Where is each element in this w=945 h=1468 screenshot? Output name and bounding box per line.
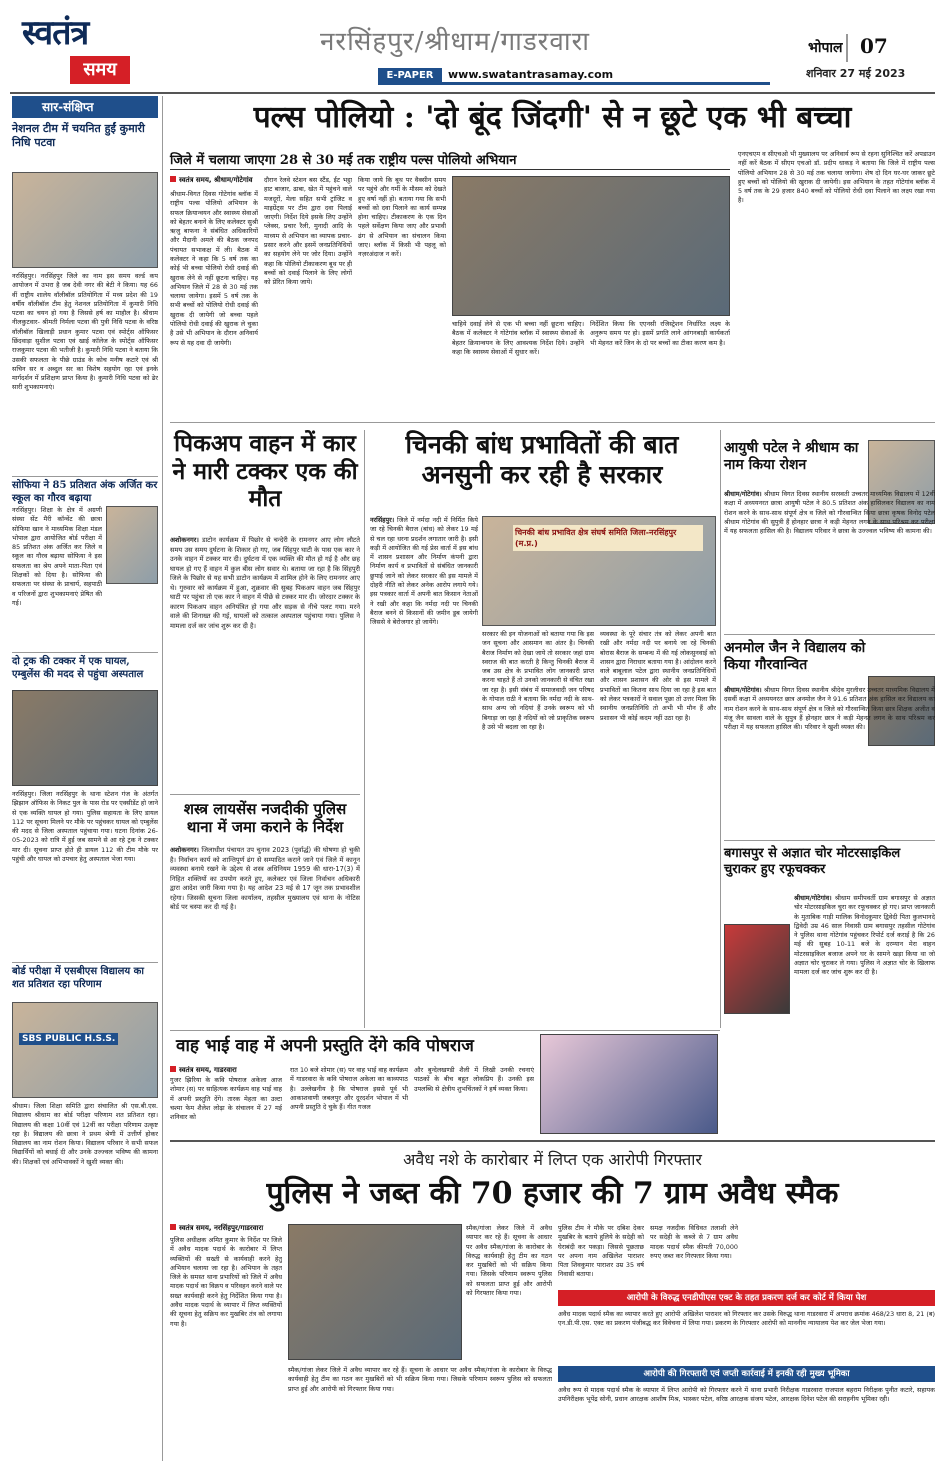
poet-photo	[540, 1034, 718, 1134]
bike-byline: श्रीधाम/गोटेगांव।	[794, 894, 832, 902]
chinki-headline: चिनकी बांध प्रभावितों की बात अनसुनी कर रही है सरकार	[405, 430, 679, 489]
epaper-tag: E-PAPER	[378, 68, 442, 84]
poet-byline: स्वतंत्र समय, गाडरवारा	[170, 1066, 280, 1075]
sidebar-story-headline: दो ट्रक की टक्कर में एक घायल, एम्बुलेंस की मदद से पहुंचा अस्पताल	[12, 656, 144, 680]
polio-column-5: निर्देशित किया कि एएनसी रजिस्ट्रेशन निर्धारित लक्ष्य के अनुरूप समय पर हो। इसमें प्रगति लाने आंगनबाड़ी कार्यकर्ता भी मेहनत करें जिन के दो पर बच्चों का टीका करण कम है।	[590, 320, 730, 347]
section-rule	[724, 840, 935, 841]
sidebar-divider	[162, 96, 163, 1461]
section-rule	[724, 634, 935, 635]
school-sign: SBS PUBLIC H.S.S.	[19, 1033, 118, 1045]
city-name: भोपाल	[808, 40, 843, 56]
license-body: अशोकनगर। जिलाधीश पंचायत उप चुनाव 2023 (पूर्वार्द्ध) की घोषणा हो चुकी है। निर्वाचन कार्य को शान्तिपूर्ण ढंग से सम्पादित कराने जाने एवं जिले में कानून व्यवस्था बनाये रखने के उद्देश्य से शस्त्र अधिनियम 1959 की धारा-17(3) में निहित शक्तियों का उपयोग करते हुए, कलेक्टर एवं जिला निर्वाचन अधिकारी द्वारा आदेश जारी किया गया है। यह आदेश 23 मई से 17 जून तक प्रभावशील रहेगा। जिसकी सूचना जिला कार्यालय, तहसील मुख्यालय एवं थाना के नोटिस बोर्ड पर चस्पा कर दी गई है।	[170, 846, 360, 912]
sidebar-separator	[12, 962, 158, 963]
pickup-headline: पिकअप वाहन में कार ने मारी टक्कर एक की मौत	[172, 430, 358, 513]
polio-column-2: दौरान रेलवे स्टेशन बस स्टैंड, ईंट भट्ठा हाट बाजार, ढाबा, खेत में पहुंचने वाले मजदूरों, मेला सहित सभी ट्रांजिट व माइग्रेंट्स पर टीम द्वारा दवा पिलाई जाएगी। निर्देश दिये इसके लिए उन्होंने प्लेक्स, प्रचार रैली, मुनादी आदि के माध्यम से अभियान का व्यापक प्रचार-प्रसार करने और इसमें जनप्रतिनिधियों का सहयोग लेने पर जोर दिया। उन्होंने कहा कि पोलियो टीकाकरण बूथ पर ही बच्चों को दवाई पिलाने के लिए लोगों को प्रेरित किया जाये।	[264, 176, 352, 287]
pickup-body: अशोकनगर। डाटोन कार्यक्रम में पिछोर से चन्देरी के रामनगर आए लोग लौटते समय उस समय दुर्घटना के शिकार हो गए, जब सिंहपुर घाटी के पास एक कार ने उनके वाहन में टक्कर मार दी। दुर्घटना में एक व्यक्ति की मौत हो गई है और छह घायल हो गए हैं वाहन में कुल बीस लोग सवार थे। बताया जा रहा है कि सिंहपुरी जिले के पिछोर से यह सभी डाटोन कार्यक्रम में शामिल होने के लिए रामनगर आए थे। गुरुवार को कार्यक्रम में हुआ, शुक्रवार की सुबह पिकअप वाहन जब सिंहपुर घाटी पर पहुंचा तो एक कार ने वाहन में पीछे से टक्कर मार दी। जोरदार टक्कर के कारण पिकअप वाहन अनियंत्रित हो गया और सड़क से नीचे पलट गया। मरने वाले की शिनाख्त की गई, घायलों को तत्काल अस्पताल पहुंचाया गया। पुलिस ने मामला दर्ज कर जांच शुरू कर दी है।	[170, 536, 360, 630]
column-divider	[364, 430, 365, 1028]
aayushi-body: श्रीधाम/गोटेगांव। श्रीधाम विगत दिवस स्थानीय सरस्वती उच्चतर माध्यमिक विद्यालय में 12वीं कक्षा में अध्ययनरत छात्रा आयुषी पटेल ने 80.5 प्रतिशत अंक हासिलकर विद्यालय का नाम रोशन करने के साथ-साथ संपूर्ण क्षेत्र व जिले को गौरवान्वित किया छात्रा कृषक विनोद पटेल श्रीधाम गोटेगांव की सुपुत्री हैं होनहार छात्रा ने कड़ी मेहनत लगन के साथ परिश्रम कर परीक्षा में यह सफलता हासिल की है। विद्यालय परिवार ने छात्रा के उज्ज्वल भविष्य की कामना की।	[724, 490, 935, 536]
smack-column-2: स्मैक/गांजा लेकर जिले में अवैध व्यापार कर रहे हैं। सूचना के आधार पर अवैध स्मैक/गांजा के कारोबार के विरुद्ध कार्यवाही हेतु टीम का गठन कर मुखबिरों को भी सक्रिय किया गया। जिसके परिणाम स्वरूप पुलिस को सफलता प्राप्त हुई और आरोपी को गिरफ्तार किया गया।	[466, 1224, 552, 1297]
masthead-divider	[846, 34, 848, 62]
smack-red-banner: आरोपी के विरुद्ध एनडीपीएस एक्ट के तहत प्रकरण दर्ज कर कोर्ट में किया पेश	[558, 1290, 935, 1306]
smack-column-1: पुलिस अधीक्षक अमित कुमार के निर्देश पर जिले में अवैध मादक पदार्थ के कारोबार में लिप्त व्यक्तियों की सख्ती से कार्यवाही करने हेतु अभियान चलाया जा रहा है। अभियान के तहत जिले के समस्त थाना प्रभारियों को जिले में अवैध मादक पदार्थ का विक्रय व परिवहन करने वाले पर सख्त कार्यवाही करने हेतु निर्देशित किया गया है। अवैध मादक पदार्थ के व्यापार में लिप्त व्यक्तियों की सूचना हेतु सक्रिय कर मुखबिर तंत्र को लगाया गया है।	[170, 1236, 282, 1328]
page-number: 07	[860, 34, 888, 58]
chinki-press-photo	[482, 516, 716, 626]
epaper-bar	[378, 82, 770, 85]
issue-date: शनिवार 27 मई 2023	[806, 67, 906, 80]
license-byline: अशोकनगर।	[170, 846, 199, 854]
aayushi-headline: आयुषी पटेल ने श्रीधाम का नाम किया रोशन	[724, 440, 859, 473]
section-rule	[170, 422, 935, 423]
chinki-column-2: सरकार की इन योजनाओं को बताया गया कि इस जन सूचना और आसमान का अंतर है। चिनकी बैराज निर्माण को देखा जाये तो सरकार जहां ग्राम स्वराज की बात करती है किन्तु चिनकी बैराज में जब उस क्षेत्र के प्रभावित लोग जानकारी प्राप्त करना चाहते हैं तो उनको जानकारी से वंचित रखा जा रहा है। इसी संबंध में समाजवादी जन परिषद के गोपाल राठी ने बताया कि नर्मदा नदी के साथ-साथ अन्य जो नदियां हैं उनके स्वरूप को भी बिगाड़ा जा रहा है नदियों को जो प्राकृतिक स्वरूप है उसे भी बदला जा रहा है।	[482, 630, 594, 731]
smack-arrest-photo	[288, 1224, 462, 1360]
sidebar-title: सार-संक्षिप्त	[12, 96, 158, 118]
smack-column-3: पुलिस टीम ने मौके पर दबिश देकर मुखबिर के बताये हुलिये के सदेही को घेराबंदी कर पकड़ा। जिससे पूछताछ पर अपना नाम अखिलेश पाराशर पिता शिवकुमार पाराशर उम्र 35 वर्ष निवासी बताया।	[558, 1224, 644, 1279]
logo-wordmark: स्वतंत्र	[22, 13, 89, 53]
polio-column-1: श्रीधाम-विगत दिवस गोटेगांव ब्लॉक में राष्ट्रीय पल्स पोलियो अभियान के सफल क्रियान्वयन और स्वास्थ्य सेवाओं को बेहतर बनाने के लिए कलेक्टर सुश्री ऋजु बाफना ने संबंधित अधिकारियों और मैदानी अमले की बैठक जनपद पंचायत सभाकक्ष में ली। बैठक में कलेक्टर ने कहा कि 5 वर्ष तक का कोई भी बच्चा पोलियो रोधी दवाई की खुराक लेने से नहीं छूटना चाहिए। यह अभियान जिले में 28 से 30 मई तक चलाया जायेगा। इसमें 5 वर्ष तक के सभी बच्चों को पोलियो रोधी दवाई की खुराक दी जायेगी जो बच्चा पहले पोलियो रोधी दवाई की खुराक ले चुका है उसे भी अभियान के दौरान अनिवार्य रूप से यह दवा दी जायेगी।	[170, 190, 258, 347]
chinki-column-1: नरसिंहपुर। जिले में नर्मदा नदी में निर्मित किये जा रहे चिनकी बैराज (बांध) को लेकर 19 मई से चल रहा धरना प्रदर्शन लगातार जारी है। इसी कड़ी में आयोजित की गई प्रेस वार्ता में इस बांध में शासन प्रशासन और निर्माण कंपनी द्वारा निर्माण कार्य व प्रभावितों से संबंधित जानकारी छुपाई जाने को लेकर सरकार की इस मामले में दोहरी नीति को लेकर अनेक आरोप लगाये गये। इस पत्रकार वार्ता में अपनी बात किसान नेताओं ने रखी और कहा कि नर्मदा नदी पर चिनकी बैराज बनने से किसानों की जमीन डूब जायेगी जिससे वे बेरोजगार हो जायेंगे।	[370, 516, 478, 627]
logo-badge: समय	[70, 56, 130, 84]
smack-byline: स्वतंत्र समय, नरसिंहपुर/गाडरवारा	[170, 1224, 370, 1233]
smack-headline: पुलिस ने जब्त की 70 हजार की 7 ग्राम अवैध स्मैक	[266, 1176, 839, 1211]
polio-column-6: एनएचएम व सीएचओ भी मुख्यालय पर अनिवार्य रूप से रहना सुनिश्चित करें अपडाउन नहीं करें बैठक में सीएम एचओ डॉ. प्रदीप धाकड़ ने बताया कि जिले में राष्ट्रीय पल्स पोलियो अभियान 28 से 30 मई तक चलाया जायेगा। शेष दो दिन घर-घर जाकर छूटे हुए बच्चों को पोलियो की खुराक दी जायेगी। इस अभियान के तहत गोटेगांव ब्लॉक में 5 वर्ष तक के 29 हजार 840 बच्चों को पोलियो रोधी दवा पिलाने का लक्ष्य रखा गया है।	[738, 150, 935, 205]
column-divider	[720, 430, 721, 1028]
polio-column-3: किया जाये कि बूथ पर वैक्सीन समय पर पहुंचे और गर्मी के मौसम को देखते हुए वर्षा नहीं हो। बताया गया कि सभी बच्चों को दवा पिलाने का कार्य सम्पन्न होना चाहिए। टीकाकरण के एक दिन पहले सर्वेक्षण किया जाए और प्रभावी ढंग से अभियान का संचालन किया जाए। ब्लॉक में किसी भी पहलू को नज़रअंदाज न करें।	[358, 176, 446, 259]
smack-kicker: अवैध नशे के कारोबार में लिप्त एक आरोपी गिरफ्तार	[403, 1150, 702, 1169]
smack-continued: स्मैक/गांजा लेकर जिले में अवैध व्यापार कर रहे हैं। सूचना के आधार पर अवैध स्मैक/गांजा के कारोबार के विरुद्ध कार्यवाही हेतु टीम का गठन कर मुखबिरों को भी सक्रिय किया गया। जिसके परिणाम स्वरूप पुलिस को सफलता प्राप्त हुई और आरोपी को गिरफ्तार किया गया।	[288, 1366, 552, 1393]
bike-body: श्रीधाम/गोटेगांव। श्रीधाम समीपवर्ती ग्राम बगासपुर से अज्ञात चोर मोटरसाइकिल चुरा कर रफूचक्कर हो गए। प्राप्त जानकारी के मुताबिक गाड़ी मालिक विनोदकुमार द्विवेदी पिता कुलभानदे द्विवेदी उम्र 46 साल निवासी ग्राम बगासपुर तहसील गोटेगांव ने पुलिस थाना गोटेगांव पहुंचकर रिपोर्ट दर्ज कराई है कि 26 मई की सुबह 10-11 बजे के दरम्यान मेरा वाहन मोटरसाइकिल बजाज अपने घर के सामने खड़ा किया था जो अज्ञात चोर चुराकर ले गया। पुलिस ने अज्ञात चोर के खिलाफ मामला दर्ज कर जांच शुरू कर दी है।	[794, 894, 935, 977]
sidebar-story-body: नरसिंहपुर। नरसिंहपुर जिले का नाम इस समय वर्ल्ड कप आयोजन में उभरा है जब देवी नगर की बेटी ने किया। यह 66 वीं राष्ट्रीय शालेय वॉलीबॉल प्रतियोगिता में मध्य प्रदेश की 19 वर्षीय वॉलीबॉल टीम हेतु नेशनल प्रतियोगिता में कुमारी निधि पटवा का चयन हो गया है जिससे हर्ष का माहौल है। श्रीधाम नीलकुटवार- श्रीमती निर्मला पटवा की पुत्री निधि पटवा के वरिष्ठ वॉलीबॉल खिलाड़ी प्रधान कुमार पटवा एवं स्पोर्ट्स ऑफिसर छिंदवाड़ा सुशील पटवा एवं खाई कॉलेज के स्पोर्ट्स ऑफिसर राजकुमार पटवा की भतीजी है। कुमारी निधि पटवा ने बताया कि उसकी सफलता के पीछे ग्राउंड के कोच मनीष कटारे एवं श्री सचिन सर व अब्दुल सर का विशेष सहयोग रहा एवं इनके मार्गदर्शन में प्रशिक्षण प्राप्त किया है। कुमारी निधि पटवा को ढेर सारी शुभकामनाएं।	[12, 272, 158, 392]
chinki-column-3: व्यवस्था के पूरे संचार तंत्र को लेकर अपनी बात रखी और नर्मदा नदी पर बनाये जा रहे चिनकी बोरास बैराज के सम्बन्ध में की गई लोकसुनवाई को शासन द्वारा निराधार बताया गया है। आंदोलन करने वाले बाबूलाल पटेल द्वारा स्थानीय जनप्रतिनिधियों और शासन प्रशासन की ओर से इस मामले में प्रभावितों का कितना साथ दिया जा रहा है इस बात को लेकर पत्रकारों ने सवाल पूछा तो उत्तर मिला कि स्थानीय जनप्रतिनिधि तो अभी भी मौन हैं और प्रशासन भी कोई कदम नहीं उठा रहा है।	[600, 630, 716, 722]
sidebar-school-photo	[12, 1002, 158, 1098]
section-rule	[170, 1030, 720, 1031]
section-rule	[170, 794, 360, 795]
sidebar-story-photo	[12, 690, 158, 786]
sidebar-separator	[12, 652, 158, 653]
sidebar-story-photo	[12, 172, 158, 268]
smack-column-3b: समक्ष नजदीक विधिवत तलाशी लेने पर सदेही के कब्जे से 7 ग्राम अवैध मादक पदार्थ स्मैक कीमती 70,000 रुपए जब्त कर गिरफ्तार किया गया।	[650, 1224, 738, 1260]
smack-blue-banner: आरोपी की गिरफ्तारी एवं जप्ती कार्रवाई में इनकी रही मुख्य भूमिका	[558, 1366, 935, 1382]
chinki-byline: नरसिंहपुर।	[370, 516, 395, 524]
sidebar-story-body: नरसिंहपुर। जिला नरसिंहपुर के थाना स्टेशन गंज के अंतर्गत झिझान ऑफिस के निकट पुल के पास रोड पर एक्सीडेंट हो जाने से एक व्यक्ति घायल हो गया। पुलिस सहायता के लिए डायल 112 पर सूचना मिलने पर मौके पर पहुंचकर घायल को एम्बुलेंस की मदद से जिला अस्पताल पहुंचाया गया। घटना दिनांक 26-05-2023 को रात्रि में हुई जब सामने से आ रहे ट्रक ने टक्कर मार दी। सूचना प्राप्त होते ही डायल 112 की टीम मौके पर पहुंची और घायल को उपचार हेतु अस्पताल भेजा गया।	[12, 790, 158, 863]
polio-headline: पल्स पोलियो : 'दो बूंद जिंदगी' से न छूटे एक भी बच्चा	[253, 100, 852, 135]
chinki-banner: चिनकी बांध प्रभावित क्षेत्र संघर्ष समिति जिला-नरसिंहपुर (म.प्र.)	[513, 525, 703, 551]
poet-column-1: गुजर झिरिया के कवि पोषराज अकेला आज शोमार (स) पर साहित्यक कार्यक्रम वाह भाई वाह में अपनी प्रस्तुति देंगे। तारक मेहता का उल्टा चश्मा फेम शैलेश लोढ़ा के संचालन में 27 मई शनिवार को	[170, 1076, 282, 1122]
anmol-headline: अनमोल जैन ने विद्यालय को किया गौरवान्वित	[724, 640, 866, 673]
sidebar-story-body: श्रीधाम। जिला शिक्षा समिति द्वारा संचालित श्री एस.बी.एस. विद्यालय श्रीधाम का बोर्ड परीक्षा परिणाम शत प्रतिशत रहा। विद्यालय की कक्षा 10वीं एवं 12वीं का परीक्षा परिणाम उत्कृष्ट रहा है। विद्यालय की छात्रा ने प्रथम श्रेणी में उत्तीर्ण होकर विद्यालय का नाम रोशन किया। विद्यालय परिवार ने सभी सफल विद्यार्थियों को बधाई दी और उनके उज्ज्वल भविष्य की कामना की। शिक्षकों एवं अभिभावकों ने खुशी व्यक्त की।	[12, 1102, 158, 1166]
section-rule	[170, 1140, 935, 1142]
smack-red-body: अवैध मादक पदार्थ स्मैक का व्यापार करते हुए आरोपी अखिलेश पाराशर को गिरफ्तार कर उसके विरुद्ध थाना गाडरवारा में अपराध क्रमांक 468/23 धारा 8, 21 (ब) एन.डी.पी.एस. एक्ट का प्रकरण पंजीबद्ध कर विवेचना में लिया गया। प्रकरण के गिरफ्तार आरोपी को माननीय न्यायालय पेश कर जेल भेजा गया।	[558, 1310, 935, 1328]
sidebar-story-photo	[106, 506, 158, 584]
aayushi-byline: श्रीधाम/गोटेगांव।	[724, 490, 762, 498]
anmol-body: श्रीधाम/गोटेगांव। श्रीधाम विगत दिवस स्थानीय श्रीदेव मुरलीधर उच्चतर माध्यमिक विद्यालय में दसवीं कक्षा में अध्ययनरत छात्र अनमोल जैन ने 91.6 प्रतिशत अंक हासिल कर विद्यालय का नाम रोशन करने के साथ-साथ संपूर्ण क्षेत्र व जिले को गौरवान्वित किया छात्र शिक्षक अजीत व मंजू जैन सावला वाले के सुपुत्र हैं होनहार छात्र ने कड़ी मेहनत लगन के साथ परिश्रम कर परीक्षा में यह सफलता हासिल की। परिवार ने खुशी व्यक्त की।	[724, 686, 935, 732]
anmol-byline: श्रीधाम/गोटेगांव।	[724, 686, 762, 694]
edition-title: नरसिंहपुर/श्रीधाम/गाडरवारा	[320, 27, 590, 57]
poet-column-2: रात 10 बजे शोमार (स) पर वाह भाई वाह कार्यक्रम में गाडरवारा के कवि पोषराज अकेला का काव्यपाठ है। उल्लेखनीय है कि पोषराज इससे पूर्व भी आकाशवाणी जबलपुर और दूरदर्शन भोपाल में भी अपनी प्रस्तुति दे चुके हैं। गीत गजल	[290, 1066, 408, 1112]
sidebar-story-headline: नेशनल टीम में चयनित हुईं कुमारी निधि पटवा	[12, 122, 145, 149]
sidebar-separator	[12, 476, 158, 477]
sidebar-story-body: नरसिंहपुर। शिक्षा के क्षेत्र में अग्रणी संस्था सेंट मैरी कॉन्वेंट की छात्रा सोफिया खान ने माध्यमिक शिक्षा मंडल भोपाल द्वारा आयोजित बोर्ड परीक्षा में 85 प्रतिशत अंक अर्जित कर जिले व स्कूल का गौरव बढ़ाया सोफिया ने इस सफलता का श्रेय अपने माता-पिता एवं शिक्षकों को दिया है। सोफिया की सफलता पर संस्था के प्राचार्य, सहपाठी व परिजनों द्वारा शुभकामनाएं प्रेषित की गई।	[12, 506, 102, 607]
website-link[interactable]: www.swatantrasamay.com	[448, 68, 614, 81]
polio-meeting-photo	[452, 176, 730, 316]
sidebar-story-headline: बोर्ड परीक्षा में एसबीएस विद्यालय का शत प्रतिशत रहा परिणाम	[12, 966, 144, 990]
polio-byline: स्वतंत्र समय, श्रीधाम/गोटेगांव	[170, 176, 270, 185]
smack-blue-body: अवैध रूप से मादक पदार्थ स्मैक के व्यापार में लिप्त आरोपी को गिरफ्तार करने में थाना प्रभारी निरीक्षक गाडरवारा राजपाल बहराम निरीक्षक पुनीत कटारे, सहायक उपनिरीक्षक भूपेंद्र सोनी, प्रधान आरक्षक आशीष मिश्र, भास्कर पटेल, वरिष्ठ आरक्षक संजय पटेल, आरक्षक दिनेश पटेल की सराहनीय भूमिका रही।	[558, 1386, 935, 1404]
polio-subhead: जिले में चलाया जाएगा 28 से 30 मई तक राष्ट्रीय पल्स पोलियो अभियान	[170, 150, 730, 170]
pickup-byline: अशोकनगर।	[170, 536, 199, 544]
polio-column-4: चाहिये दवाई लेने से एक भी बच्चा नहीं छूटना चाहिए। बैठक में कलेक्टर ने गोटेगांव ब्लॉक में स्वास्थ्य सेवाओं के बेहतर क्रियान्वयन के लिए आवश्यक निर्देश दिये। उन्होंने कहा कि स्वास्थ्य सेवाओं में सुधार करें।	[452, 320, 584, 356]
poet-column-3: और बुन्देलखण्डी शैली में लिखी उनकी रचनाएं पाठकों के बीच बहुत लोकप्रिय हैं। उनकी इस उपलब्धि से क्षेत्रीय शुभचिंतकों ने हर्ष व्यक्त किया।	[414, 1066, 534, 1093]
sidebar-story-headline: सोफिया ने 85 प्रतिशत अंक अर्जित कर स्कूल का गौरव बढ़ाया	[12, 480, 158, 504]
bike-headline: बगासपुर से अज्ञात चोर मोटरसाइकिल चुराकर हुए रफूचक्कर	[724, 846, 901, 877]
masthead-rule	[10, 92, 935, 94]
poet-headline: वाह भाई वाह में अपनी प्रस्तुति देंगे कवि पोषराज	[176, 1036, 474, 1056]
license-headline: शस्त्र लायसेंस नजदीकी पुलिस थाना में जमा कराने के निर्देश	[183, 800, 347, 836]
